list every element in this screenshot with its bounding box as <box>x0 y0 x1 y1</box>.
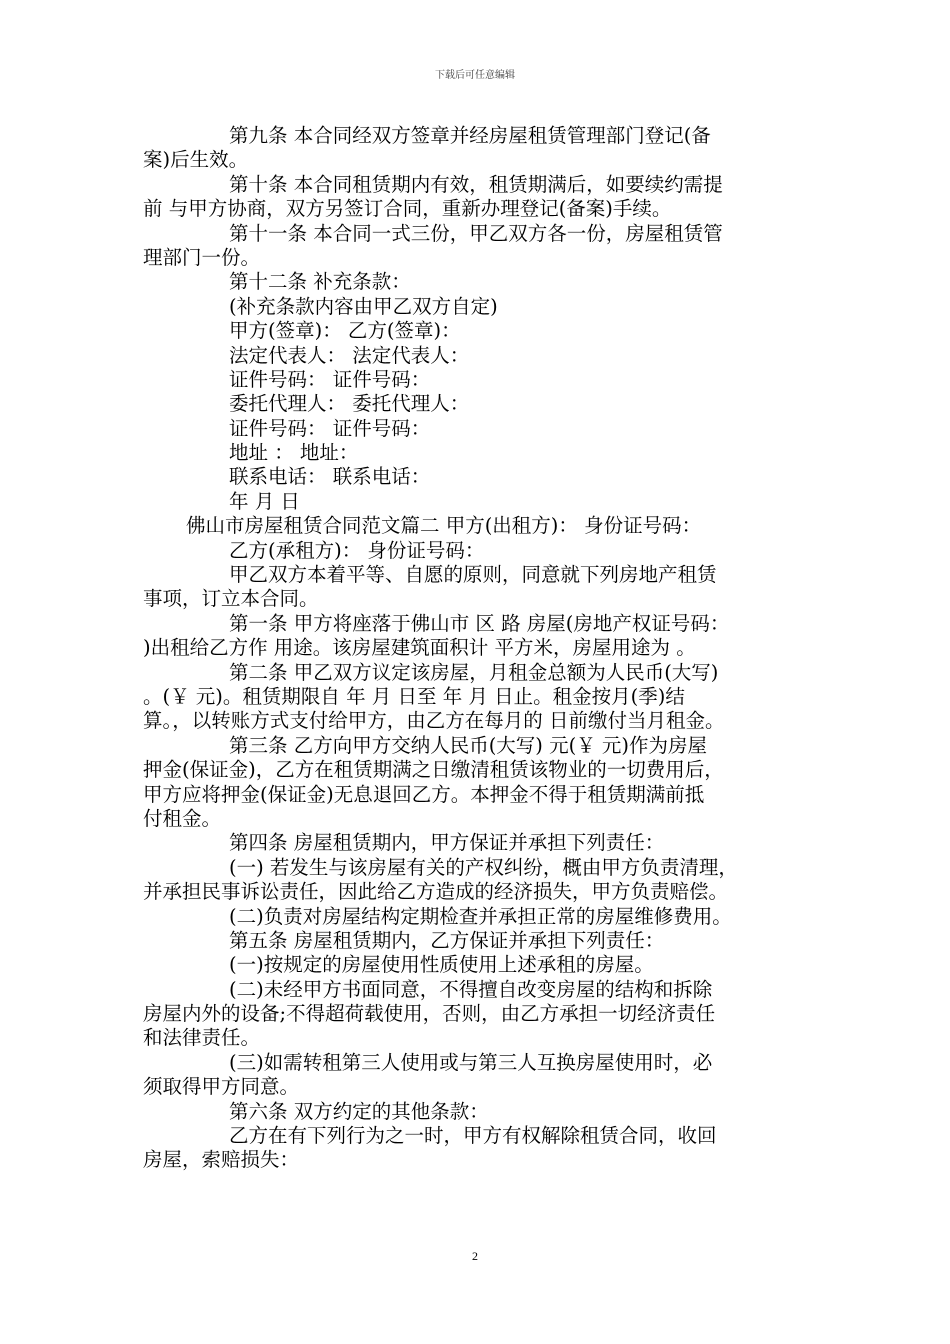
text-line: (二)负责对房屋结构定期检查并承担正常的房屋维修费用。 <box>229 904 732 928</box>
text-line: )出租给乙方作 用途。该房屋建筑面积计 平方米，房屋用途为 。 <box>143 636 696 660</box>
text-line: 房屋内外的设备;不得超荷载使用，否则，由乙方承担一切经济责任 <box>143 1002 716 1026</box>
text-line: 第六条 双方约定的其他条款： <box>229 1099 489 1123</box>
text-line: 算。，以转账方式支付给甲方，由乙方在每月的 日前缴付当月租金。 <box>143 709 725 733</box>
text-line: 证件号码： 证件号码： <box>229 416 431 440</box>
text-line: (一) 若发生与该房屋有关的产权纠纷，概由甲方负责清理， <box>229 855 738 879</box>
text-line: 证件号码： 证件号码： <box>229 367 431 391</box>
text-line: 甲方应将押金(保证金)无息退回乙方。本押金不得于租赁期满前抵 <box>143 782 705 806</box>
text-line: 第十条 本合同租赁期内有效，租赁期满后，如要续约需提 <box>229 172 723 196</box>
text-line: 第十一条 本合同一式三份，甲乙双方各一份，房屋租赁管 <box>229 221 723 245</box>
text-line: (三)如需转租第三人使用或与第三人互换房屋使用时，必 <box>229 1050 713 1074</box>
text-line: 理部门一份。 <box>143 245 261 269</box>
page-number: 2 <box>472 1249 478 1263</box>
text-line: 联系电话： 联系电话： <box>229 465 431 489</box>
text-line: 第二条 甲乙双方议定该房屋，月租金总额为人民币(大写) <box>229 660 719 684</box>
text-line: 付租金。 <box>143 806 222 830</box>
text-line: 押金(保证金)，乙方在租赁期满之日缴清租赁该物业的一切费用后， <box>143 758 724 782</box>
text-line: 第十二条 补充条款： <box>229 270 411 294</box>
text-line: 和法律责任。 <box>143 1026 261 1050</box>
text-line: (一)按规定的房屋使用性质使用上述承租的房屋。 <box>229 953 654 977</box>
text-line: 乙方在有下列行为之一时，甲方有权解除租赁合同，收回 <box>229 1124 717 1148</box>
text-line: 乙方(承租方)： 身份证号码： <box>229 538 485 562</box>
document-body <box>143 124 823 1173</box>
text-line: 佛山市房屋租赁合同范文篇二 甲方(出租方)： 身份证号码： <box>186 514 702 538</box>
text-line: 须取得甲方同意。 <box>143 1075 300 1099</box>
text-line: (补充条款内容由甲乙双方自定) <box>229 294 498 318</box>
text-line: 甲乙双方本着平等、自愿的原则，同意就下列房地产租赁 <box>229 563 717 587</box>
text-line: 第五条 房屋租赁期内，乙方保证并承担下列责任： <box>229 928 665 952</box>
text-line: 委托代理人： 委托代理人： <box>229 392 470 416</box>
text-line: 年 月 日 <box>229 489 300 513</box>
text-line: (二)未经甲方书面同意，不得擅自改变房屋的结构和拆除 <box>229 977 713 1001</box>
text-line: 第四条 房屋租赁期内，甲方保证并承担下列责任： <box>229 831 665 855</box>
text-line: 并承担民事诉讼责任，因此给乙方造成的经济损失，甲方负责赔偿。 <box>143 880 729 904</box>
page-header: 下载后可任意编辑 <box>435 70 515 81</box>
text-line: 事项，订立本合同。 <box>143 587 319 611</box>
text-line: 第一条 甲方将座落于佛山市 区 路 房屋(房地产权证号码： <box>229 611 730 635</box>
text-line: 。(￥ 元)。租赁期限自 年 月 日至 年 月 日止。租金按月(季)结 <box>143 684 685 708</box>
text-line: 地址 ： 地址： <box>229 441 359 465</box>
text-line: 前 与甲方协商，双方另签订合同，重新办理登记(备案)手续。 <box>143 197 672 221</box>
text-line: 第九条 本合同经双方签章并经房屋租赁管理部门登记(备 <box>229 124 711 147</box>
text-line: 法定代表人： 法定代表人： <box>229 343 470 367</box>
text-line: 房屋，索赔损失： <box>143 1148 300 1172</box>
text-line: 案)后生效。 <box>143 148 249 172</box>
text-line: 第三条 乙方向甲方交纳人民币(大写) 元(￥ 元)作为房屋 <box>229 733 708 757</box>
text-line: 甲方(签章)： 乙方(签章)： <box>229 319 461 343</box>
